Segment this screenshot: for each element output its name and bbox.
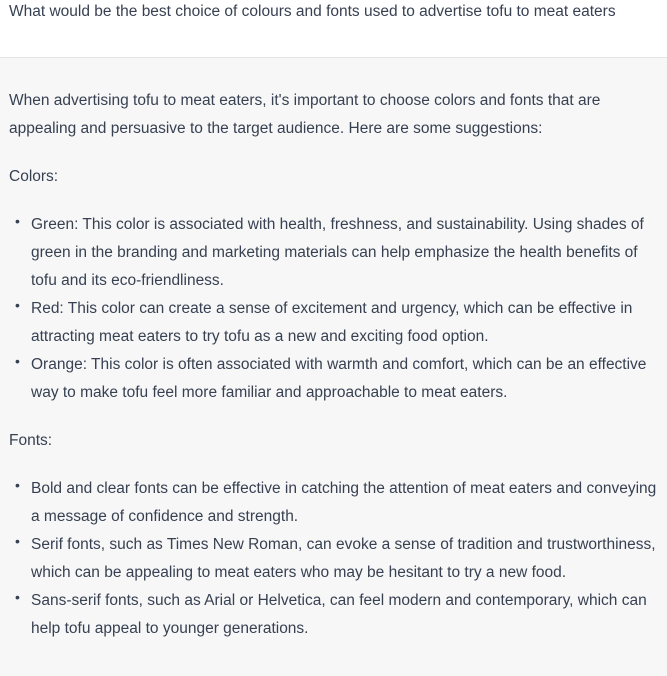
colors-heading: Colors: (9, 168, 59, 185)
bullet-icon: • (15, 477, 20, 493)
list-item-text: Bold and clear fonts can be effective in catching the attention of meat eaters and conveying a message of confidence and strength. (31, 480, 657, 525)
bullet-icon: • (15, 589, 20, 605)
list-item-text: Sans-serif fonts, such as Arial or Helvetica, can feel modern and contemporary, which can help tofu appeal to younger generations. (31, 592, 647, 637)
bullet-icon: • (15, 213, 20, 229)
bullet-icon: • (15, 353, 20, 369)
list-item (9, 475, 667, 531)
user-message (0, 0, 667, 58)
list-item-text: Green: This color is associated with health, freshness, and sustainability. Using shades of green in the branding and marketing materials can help emphasize the health benefits of tofu and its eco-friendliness. (31, 216, 644, 289)
assistant-message (0, 58, 667, 643)
list-item (9, 211, 667, 295)
fonts-list (9, 475, 667, 643)
colors-list (9, 211, 667, 407)
user-message-text: What would be the best choice of colours and fonts used to advertise tofu to meat eaters (9, 3, 616, 20)
bullet-icon: • (15, 533, 20, 549)
list-item (9, 587, 667, 643)
fonts-heading: Fonts: (9, 432, 53, 449)
list-item-text: Orange: This color is often associated with warmth and comfort, which can be an effective way to make tofu feel more familiar and approachable to meat eaters. (31, 356, 647, 401)
bullet-icon: • (15, 297, 20, 313)
list-item (9, 295, 667, 351)
list-item (9, 531, 667, 587)
list-item-text: Red: This color can create a sense of excitement and urgency, which can be effective in attracting meat eaters to try tofu as a new and exciting food option. (31, 300, 633, 345)
intro-paragraph: When advertising tofu to meat eaters, it's important to choose colors and fonts that are appealing and persuasive to the target audience. Here are some suggestions: (9, 92, 601, 137)
list-item (9, 351, 667, 407)
list-item-text: Serif fonts, such as Times New Roman, can evoke a sense of tradition and trustworthiness, which can be appealing to meat eaters who may be hesitant to try a new food. (31, 536, 656, 581)
